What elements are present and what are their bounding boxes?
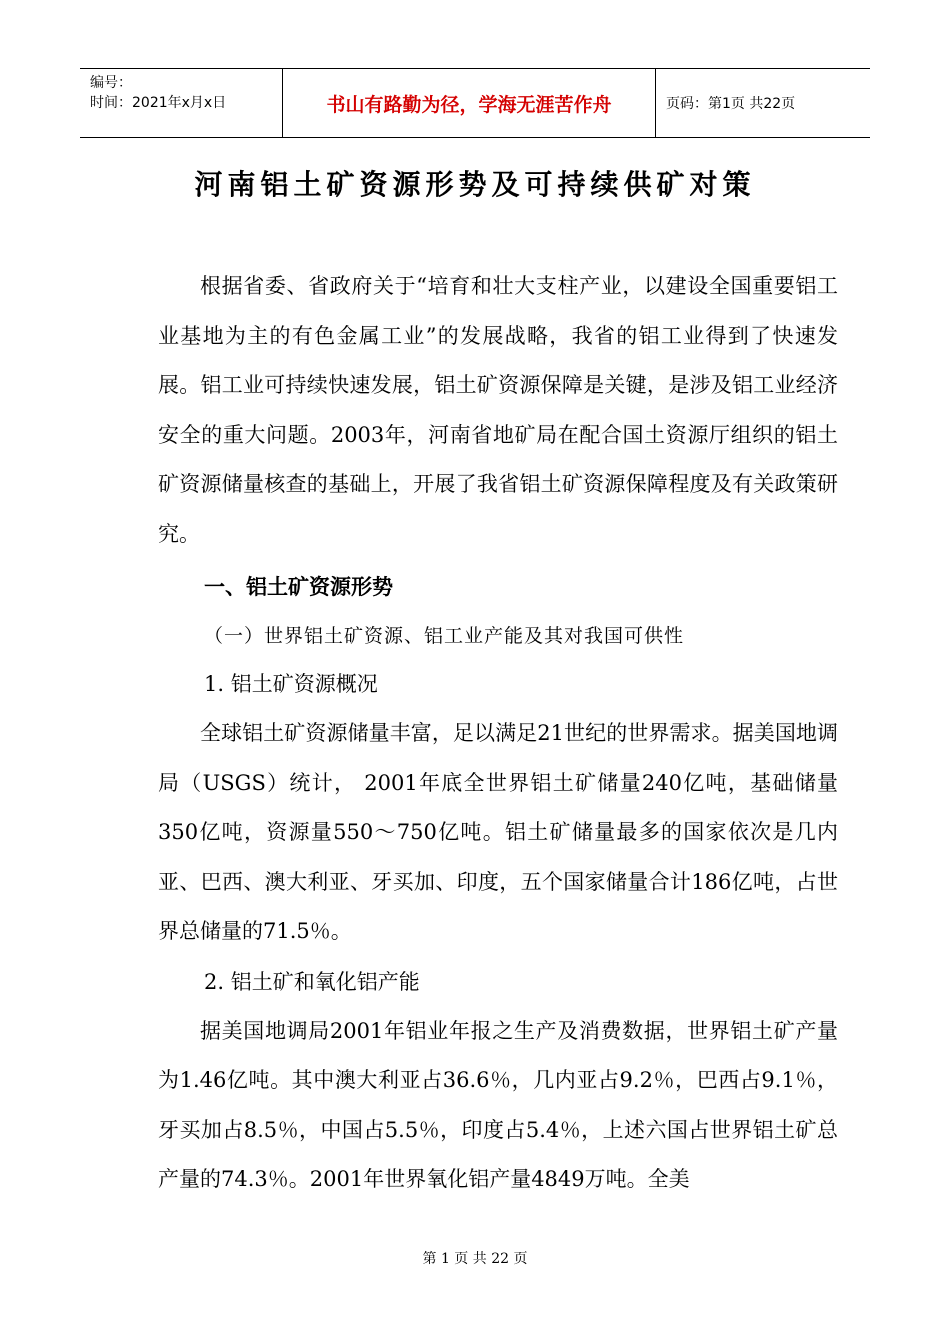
header-table [80,68,870,138]
item-heading-2: 2. 铝土矿和氧化铝产能 [204,969,420,994]
section-heading: 一、铝土矿资源形势 [204,575,393,599]
subsection-heading: （一）世界铝土矿资源、铝工业产能及其对我国可供性 [204,625,685,647]
date-label: 时间：2021年x月x日 [90,95,227,111]
header-page-info: 页码：第1页 共22页 [666,96,796,112]
number-label: 编号： [90,75,132,91]
item-heading-1: 1. 铝土矿资源概况 [204,672,378,696]
item-paragraph-1: 全球铝土矿资源储量丰富，足以满足21世纪的世界需求。据美国地调局（USGS）统计， 2001年底全世界铝土矿储量240亿吨，基础储量350亿吨，资源量550～750亿吨。铝土矿储量最多的国家依次是几内亚、巴西、澳大利亚、牙买加、印度，五个国家储量合计186亿吨，占世界总储量的71.5％。 [158,721,838,943]
header-motto: 书山有路勤为径，学海无涯苦作舟 [282,69,656,137]
header-meta [80,69,282,137]
document-title: 河南铝土矿资源形势及可持续供矿对策 [194,168,756,201]
intro-paragraph: 根据省委、省政府关于“培育和壮大支柱产业，以建设全国重要铝工业基地为主的有色金属工业”的发展战略，我省的铝工业得到了快速发展。铝工业可持续快速发展，铝土矿资源保障是关键，是涉及铝工业经济安全的重大问题。2003年，河南省地矿局在配合国土资源厅组织的铝土矿资源储量核查的基础上，开展了我省铝土矿资源保障程度及有关政策研究。 [158,274,838,546]
page-footer: 第 1 页 共 22 页 [422,1251,528,1267]
document-body [158,262,838,1205]
item-paragraph-2: 据美国地调局2001年铝业年报之生产及消费数据，世界铝土矿产量为1.46亿吨。其中澳大利亚占36.6％，几内亚占9.2％，巴西占9.1％，牙买加占8.5％，中国占5.5％，印度占5.4％，上述六国占世界铝土矿总产量的74.3％。2001年世界氧化铝产量4849万吨。全美 [158,1018,838,1191]
